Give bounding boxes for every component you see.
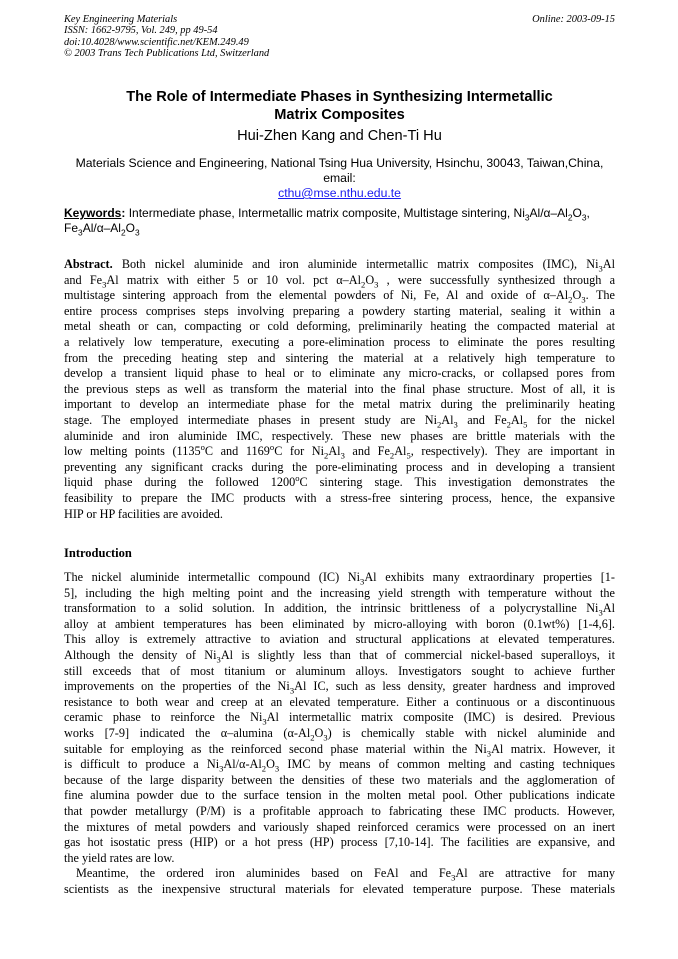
intro-line: that powder metallurgy (P/M) is a profitable approach to fabricating these IMC products. However, [64,803,615,818]
intro-line: ceramic phase to reinforce the $Ni_3Al$ intermetallic matrix composite (IMC) is desired. Previous [64,710,615,726]
doi-line: doi:10.4028/www.scientific.net/KEM.249.49 [64,36,249,48]
introduction-body [64,570,615,897]
paper-title [64,88,615,124]
intro-line: alloy at ambient temperatures has been eliminated by micro-alloying with boron (0.1wt%) [1-4,6]. [64,616,615,631]
journal-header [64,14,615,60]
intro-line: because of the large disparity between the densities of these two materials and the agglomeration of [64,772,615,787]
abstract-line: the previous steps as well as transform the material into the final phase structure. Most of all, it is [64,381,615,396]
issn-line: ISSN: 1662-9795, Vol. 249, pp 49-54 [64,25,218,37]
intro-line: the mixtures of metal powders and variously shaped reinforced ceramics were processed on an inert [64,819,615,834]
email-link[interactable]: cthu@mse.nthu.edu.te [278,186,401,200]
abstract-line: low melting points (1135$^o$C and 1169$^o$C for $Ni_2Al_3$ and $Fe_2Al_5$, respectively). They are important in [64,444,615,460]
abstract-line: HIP or HP facilities are avoided. [64,506,223,521]
abstract-line: feasibility to prepare the IMC products with a stress-free sintering process, hence, the expansive [64,490,615,505]
intro-line: resistance to both wear and creep at an elevated temperature. Either a continuous or a discontinuous [64,694,615,709]
intro-line: fine alumina powder due to the surface tension in the molten metal pool. Other publications indicate [64,788,615,803]
abstract-line: from the preceding heating step and sintering the material at a relatively high temperature to [64,350,615,365]
intro-line: Meantime, the ordered iron aluminides based on FeAl and $Fe_3Al$ are attractive for many [76,866,615,882]
abstract-line: metal sheath or can, compacting or cold deforming, preliminarily heating the compacted material at [64,319,615,334]
abstract-line: and $Fe_3Al$ matrix with either 5 or 10 vol. pct $\alpha-Al_2O_3$ , were successfully synthesized through a [64,272,615,289]
keywords-line-1: Keywords: Intermediate phase, Intermetallic matrix composite, Multistage sintering, $Ni_3Al/\alpha-Al_2O_3$, [64,206,590,223]
abstract-line: stage. The employed intermediate phases in present study are $Ni_2Al_3$ and $Fe_2Al_5$ for the nickel [64,412,615,429]
affiliation [64,156,615,201]
intro-line: scientists as the inexpensive structural materials for elevated temperature purpose. These materials [64,881,615,896]
affiliation-line: Materials Science and Engineering, National Tsing Hua University, Hsinchu, 30043, Taiwan,China, [75,156,604,170]
abstract-line: Abstract. Both nickel aluminide and iron aluminide intermetallic matrix composites (IMC), $Ni_3Al$ [64,257,615,273]
email-line [64,171,615,201]
online-date: Online: 2003-09-15 [532,14,615,25]
keywords-text-1: Intermediate phase, Intermetallic matrix composite, Multistage sintering, $Ni_3Al/\alpha-Al_2O_3$, [128,206,590,223]
intro-line: suitable for employing as the reinforced second phase material within the $Ni_3Al$ matrix. However, it [64,741,615,758]
intro-line: The nickel aluminide intermetallic compound (IC) $Ni_3Al$ exhibits many extraordinary properties [1- [64,570,615,586]
intro-line: the yield rates are low. [64,850,175,865]
title-line-2: Matrix Composites [274,107,405,123]
abstract-line: preventing any significant cracks during the pore-eliminating process and in developing a transient [64,459,615,474]
intro-line: improvements on the properties of the $Ni_3Al$ IC, such as less density, greater hardness and improved [64,679,615,695]
abstract-line: multistage sintering approach from the elemental powders of Ni, Fe, Al and oxide of $\alpha-Al_2O_3$. The [64,288,615,304]
abstract-line: liquid phase during the followed 1200$^o$C sintering stage. This investigation demonstrates the [64,475,615,490]
intro-line: gas hot isostatic press (HIP) or a hot press (HP) process [7,10-14]. The facilities are expansive, and [64,835,615,850]
intro-line: works [7-9] indicated the α–alumina $(\alpha-Al_2O_3)$ is chemically stable with nickel aluminide and [64,725,615,742]
keywords-text-2: $Fe_3Al/\alpha-Al_2O_3$ [64,221,140,238]
keywords-label: Keywords [64,206,122,220]
intro-line: 5], including the high melting point and the increasing yield strength with temperature without the [64,585,615,600]
copyright-line: © 2003 Trans Tech Publications Ltd, Switzerland [64,48,270,60]
abstract-line: a relatively low temperature, executing a pore-elimination process to eliminate the pores resulting [64,334,615,349]
intro-line: is difficult to produce a $Ni_3Al/\alpha-Al_2O_3$ IMC by means of common melting and casting techniques [64,757,615,773]
intro-line: still exceeds that of most titanium or aluminum alloys. Investigators sought to achieve further [64,663,615,678]
abstract-line: entire process comprises steps involving preparing a powdery starting material, sealing it within a [64,303,615,318]
abstract [64,257,615,522]
abstract-line: aluminide and iron aluminide IMC, respectively. These new phases are brittle materials with the [64,428,615,443]
abstract-line: important to develop an intermediate phase for the metal matrix during the preliminarily heating [64,397,615,412]
keywords-section [64,206,615,236]
journal-name: Key Engineering Materials [64,14,178,25]
email-prefix: email: [323,171,356,185]
intro-line: Although the density of $Ni_3Al$ is slightly less than that of commercial nickel-based superalloys, it [64,647,615,664]
introduction-heading: Introduction [64,546,132,560]
author-list: Hui-Zhen Kang and Chen-Ti Hu [237,128,442,144]
title-line-1: The Role of Intermediate Phases in Synthesizing Intermetallic [126,89,553,105]
intro-line: This alloy is extremely attractive to aviation and structural applications at elevated temperatures. [64,632,615,647]
abstract-label: Abstract. [64,257,113,271]
intro-line: transformation to a solid solution. In addition, the intrinsic brittleness of a polycrystalline $Ni_3Al$ [64,601,615,617]
abstract-line: develop a transient liquid phase to heal or to eliminate any micro-cracks, or collapsed pores from [64,366,615,381]
